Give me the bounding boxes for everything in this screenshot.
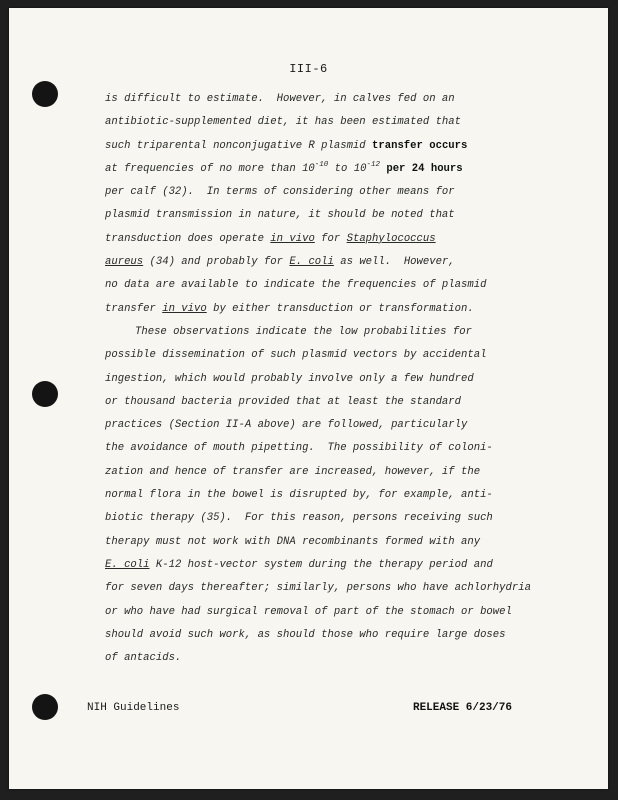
text-fragment: transduction does operate (105, 232, 271, 245)
text-line (105, 158, 505, 181)
text-fragment: (34) and probably for (143, 256, 290, 269)
binder-hole (32, 694, 58, 720)
footer-release-date: RELEASE 6/23/76 (412, 702, 512, 714)
binder-hole (32, 81, 58, 107)
text-fragment: at frequencies of no more than 10 (105, 162, 315, 175)
text-line: zation and hence of transfer are increased, however, if the (105, 465, 481, 478)
text-fragment: such triparental nonconjugative R plasmid (105, 139, 373, 152)
page-number: III-6 (289, 62, 328, 76)
text-line: normal flora in the bowel is disrupted by, for example, anti- (105, 489, 493, 502)
text-line: or who have had surgical removal of part of the stomach or bowel (105, 605, 512, 618)
text-line: is difficult to estimate. However, in calves fed on an (105, 93, 455, 105)
text-line: practices (Section II-A above) are followed, particularly (105, 419, 468, 432)
text-fragment: transfer occurs (372, 139, 468, 152)
text-line: ingestion, which would probably involve only a few hundred (105, 372, 474, 385)
text-fragment: K-12 host-vector system during the therapy period and (149, 558, 493, 571)
text-fragment: by either transduction or transformation. (206, 302, 474, 315)
text-line: per calf (32). In terms of considering other means for (105, 186, 455, 199)
text-line: no data are available to indicate the frequencies of plasmid (105, 279, 487, 292)
text-line (105, 554, 505, 577)
text-fragment: as well. However, (333, 256, 455, 269)
text-line: therapy must not work with DNA recombinants formed with any (105, 535, 481, 548)
text-line: possible dissemination of such plasmid vectors by accidental (105, 349, 487, 362)
underlined-term: Staphylococcus (346, 232, 436, 245)
footer-title: NIH Guidelines (87, 702, 180, 714)
exponent: -12 (366, 160, 380, 169)
text-line: for seven days thereafter; similarly, persons who have achlorhydria (105, 582, 531, 595)
text-line: the avoidance of mouth pipetting. The possibility of coloni- (105, 442, 493, 455)
underlined-term: E. coli (105, 558, 150, 571)
text-line (105, 228, 505, 251)
underlined-term: aureus (105, 256, 144, 269)
text-fragment: to 10 (328, 162, 367, 175)
text-fragment: for (314, 232, 347, 245)
underlined-term: E. coli (289, 256, 334, 269)
text-line: or thousand bacteria provided that at least the standard (105, 395, 462, 408)
exponent: -10 (314, 160, 329, 169)
document-page (9, 8, 608, 789)
text-line (105, 135, 505, 158)
body-text (105, 88, 531, 670)
text-line: These observations indicate the low probabilities for (135, 325, 472, 338)
binder-hole (32, 381, 58, 407)
text-line (105, 251, 505, 274)
text-line: plasmid transmission in nature, it should be noted that (105, 209, 455, 222)
underlined-term: in vivo (270, 232, 315, 245)
text-line: should avoid such work, as should those who require large doses (105, 628, 506, 641)
text-fragment: transfer (105, 302, 163, 315)
text-line (105, 298, 505, 321)
text-line: antibiotic-supplemented diet, it has been estimated that (105, 116, 462, 129)
underlined-term: in vivo (162, 302, 207, 315)
text-fragment: per 24 hours (379, 162, 463, 175)
text-line: of antacids. (105, 652, 182, 665)
text-line: biotic therapy (35). For this reason, persons receiving such (105, 512, 493, 525)
